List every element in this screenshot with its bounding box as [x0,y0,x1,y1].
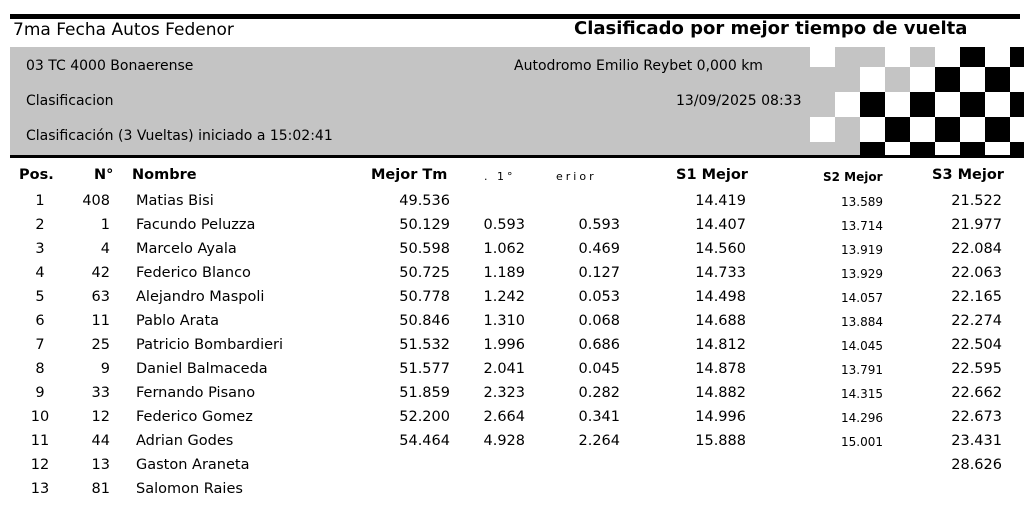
driver-name-cell: Marcelo Ayala [136,241,237,257]
table-row [0,385,1024,409]
gap-previous-cell: 0.341 [578,409,620,425]
flag-square [985,142,1010,155]
position-cell: 2 [35,217,45,233]
driver-name-cell: Daniel Balmaceda [136,361,268,377]
sector3-cell: 22.063 [951,265,1002,281]
flag-square [910,142,935,155]
col-header-s3: S3 Mejor [932,167,1004,183]
sector3-cell: 21.522 [951,193,1002,209]
flag-square [1010,92,1024,117]
flag-square [1010,117,1024,142]
session-info-panel [10,47,1024,155]
table-row [0,337,1024,361]
car-number-cell: 25 [91,337,110,353]
sector1-cell: 14.688 [695,313,746,329]
car-number-cell: 33 [91,385,110,401]
gap-previous-cell: 0.068 [578,313,620,329]
position-cell: 6 [35,313,45,329]
table-row [0,193,1024,217]
panel-rule [10,155,1024,158]
gap-first-cell: 1.189 [483,265,525,281]
flag-square [860,67,885,92]
col-header-name: Nombre [132,167,197,183]
table-row [0,265,1024,289]
car-number-cell: 13 [91,457,110,473]
sector2-cell: 13.791 [841,363,883,377]
position-cell: 3 [35,241,45,257]
flag-square [1010,67,1024,92]
table-row [0,481,1024,505]
col-header-s1: S1 Mejor [676,167,748,183]
driver-name-cell: Salomon Raies [136,481,243,497]
table-row [0,361,1024,385]
gap-previous-cell: 0.127 [578,265,620,281]
position-cell: 10 [30,409,50,425]
position-cell: 1 [35,193,45,209]
position-cell: 12 [30,457,50,473]
sector3-cell: 22.084 [951,241,1002,257]
driver-name-cell: Adrian Godes [136,433,234,449]
sector3-cell: 23.431 [951,433,1002,449]
sector2-cell: 14.296 [841,411,883,425]
table-row [0,433,1024,457]
best-time-cell: 54.464 [399,433,450,449]
gap-previous-cell: 0.045 [578,361,620,377]
flag-square [935,117,960,142]
driver-name-cell: Gaston Araneta [136,457,250,473]
sector3-cell: 21.977 [951,217,1002,233]
sector1-cell: 14.996 [695,409,746,425]
position-cell: 7 [35,337,45,353]
table-row [0,409,1024,433]
sector2-cell: 13.714 [841,219,883,233]
position-cell: 9 [35,385,45,401]
gap-first-cell: 2.664 [483,409,525,425]
position-cell: 13 [30,481,50,497]
sector1-cell: 14.407 [695,217,746,233]
gap-previous-cell: 0.469 [578,241,620,257]
best-time-cell: 51.859 [399,385,450,401]
flag-square [935,142,960,155]
position-cell: 4 [35,265,45,281]
car-number-cell: 9 [100,361,110,377]
sector3-cell: 22.274 [951,313,1002,329]
driver-name-cell: Matias Bisi [136,193,214,209]
flag-square [810,47,835,67]
flag-square [960,117,985,142]
best-time-cell: 50.129 [399,217,450,233]
flag-square [885,117,910,142]
car-number-cell: 81 [91,481,110,497]
sector1-cell: 14.882 [695,385,746,401]
gap-previous-cell: 2.264 [578,433,620,449]
driver-name-cell: Federico Blanco [136,265,251,281]
sector1-cell: 14.419 [695,193,746,209]
checkered-flag-icon [810,47,1024,155]
gap-previous-cell: 0.053 [578,289,620,305]
col-header-s2: S2 Mejor [823,170,883,184]
sector3-cell: 22.504 [951,337,1002,353]
car-number-cell: 42 [91,265,110,281]
flag-square [910,67,935,92]
event-title: 7ma Fecha Autos Fedenor [13,20,234,40]
sector2-cell: 14.057 [841,291,883,305]
col-header-diff-prev: erior [556,170,597,183]
sector3-cell: 22.165 [951,289,1002,305]
sector2-cell: 14.315 [841,387,883,401]
flag-square [810,117,835,142]
col-header-diff-first: . 1° [484,170,516,183]
gap-first-cell: 0.593 [483,217,525,233]
sector1-cell: 14.498 [695,289,746,305]
flag-square [860,142,885,155]
flag-square [985,47,1010,67]
sector1-cell: 14.560 [695,241,746,257]
gap-previous-cell: 0.593 [578,217,620,233]
session-detail-label: Clasificación (3 Vueltas) iniciado a 15:02:41 [26,128,333,144]
sector1-cell: 14.812 [695,337,746,353]
table-row [0,289,1024,313]
flag-square [1010,47,1024,67]
car-number-cell: 12 [91,409,110,425]
position-cell: 8 [35,361,45,377]
best-time-cell: 52.200 [399,409,450,425]
datetime-label: 13/09/2025 08:33 [676,93,802,109]
col-header-best: Mejor Tm [371,167,448,183]
sector2-cell: 13.589 [841,195,883,209]
car-number-cell: 408 [82,193,110,209]
table-row [0,217,1024,241]
driver-name-cell: Pablo Arata [136,313,220,329]
sector3-cell: 22.673 [951,409,1002,425]
session-label: Clasificacion [26,93,114,109]
best-time-cell: 50.846 [399,313,450,329]
flag-square [935,92,960,117]
best-time-cell: 51.577 [399,361,450,377]
driver-name-cell: Facundo Peluzza [136,217,256,233]
sector3-cell: 22.662 [951,385,1002,401]
flag-square [910,117,935,142]
gap-first-cell: 1.242 [483,289,525,305]
best-time-cell: 50.725 [399,265,450,281]
flag-square [960,67,985,92]
flag-square [935,47,960,67]
report-title: Clasificado por mejor tiempo de vuelta [574,18,968,39]
flag-square [835,92,860,117]
gap-previous-cell: 0.686 [578,337,620,353]
sector2-cell: 14.045 [841,339,883,353]
car-number-cell: 11 [91,313,110,329]
flag-square [985,117,1010,142]
category-label: 03 TC 4000 Bonaerense [26,58,194,74]
gap-first-cell: 1.996 [483,337,525,353]
flag-square [910,92,935,117]
gap-first-cell: 2.323 [483,385,525,401]
sector2-cell: 13.919 [841,243,883,257]
gap-first-cell: 1.062 [483,241,525,257]
sector2-cell: 15.001 [841,435,883,449]
position-cell: 5 [35,289,45,305]
best-time-cell: 50.778 [399,289,450,305]
flag-square [1010,142,1024,155]
gap-previous-cell: 0.282 [578,385,620,401]
gap-first-cell: 1.310 [483,313,525,329]
table-row [0,241,1024,265]
flag-square [860,92,885,117]
car-number-cell: 4 [100,241,110,257]
table-row [0,313,1024,337]
position-cell: 11 [30,433,50,449]
table-row [0,457,1024,481]
best-time-cell: 49.536 [399,193,450,209]
flag-square [985,67,1010,92]
circuit-label: Autodromo Emilio Reybet 0,000 km [514,58,763,74]
flag-square [885,142,910,155]
sector2-cell: 13.884 [841,315,883,329]
sector3-cell: 22.595 [951,361,1002,377]
car-number-cell: 63 [91,289,110,305]
driver-name-cell: Alejandro Maspoli [136,289,265,305]
best-time-cell: 51.532 [399,337,450,353]
sector1-cell: 14.878 [695,361,746,377]
sector1-cell: 15.888 [695,433,746,449]
sector1-cell: 14.733 [695,265,746,281]
driver-name-cell: Fernando Pisano [136,385,256,401]
flag-square [960,142,985,155]
car-number-cell: 1 [100,217,110,233]
flag-square [935,67,960,92]
best-time-cell: 50.598 [399,241,450,257]
car-number-cell: 44 [91,433,110,449]
driver-name-cell: Federico Gomez [136,409,253,425]
driver-name-cell: Patricio Bombardieri [136,337,284,353]
flag-square [885,92,910,117]
sector3-cell: 28.626 [951,457,1002,473]
gap-first-cell: 4.928 [483,433,525,449]
col-header-pos: Pos. [19,167,54,183]
flag-square [985,92,1010,117]
sector2-cell: 13.929 [841,267,883,281]
gap-first-cell: 2.041 [483,361,525,377]
col-header-num: N° [94,167,114,183]
flag-square [960,47,985,67]
flag-square [885,47,910,67]
flag-square [960,92,985,117]
flag-square [860,117,885,142]
